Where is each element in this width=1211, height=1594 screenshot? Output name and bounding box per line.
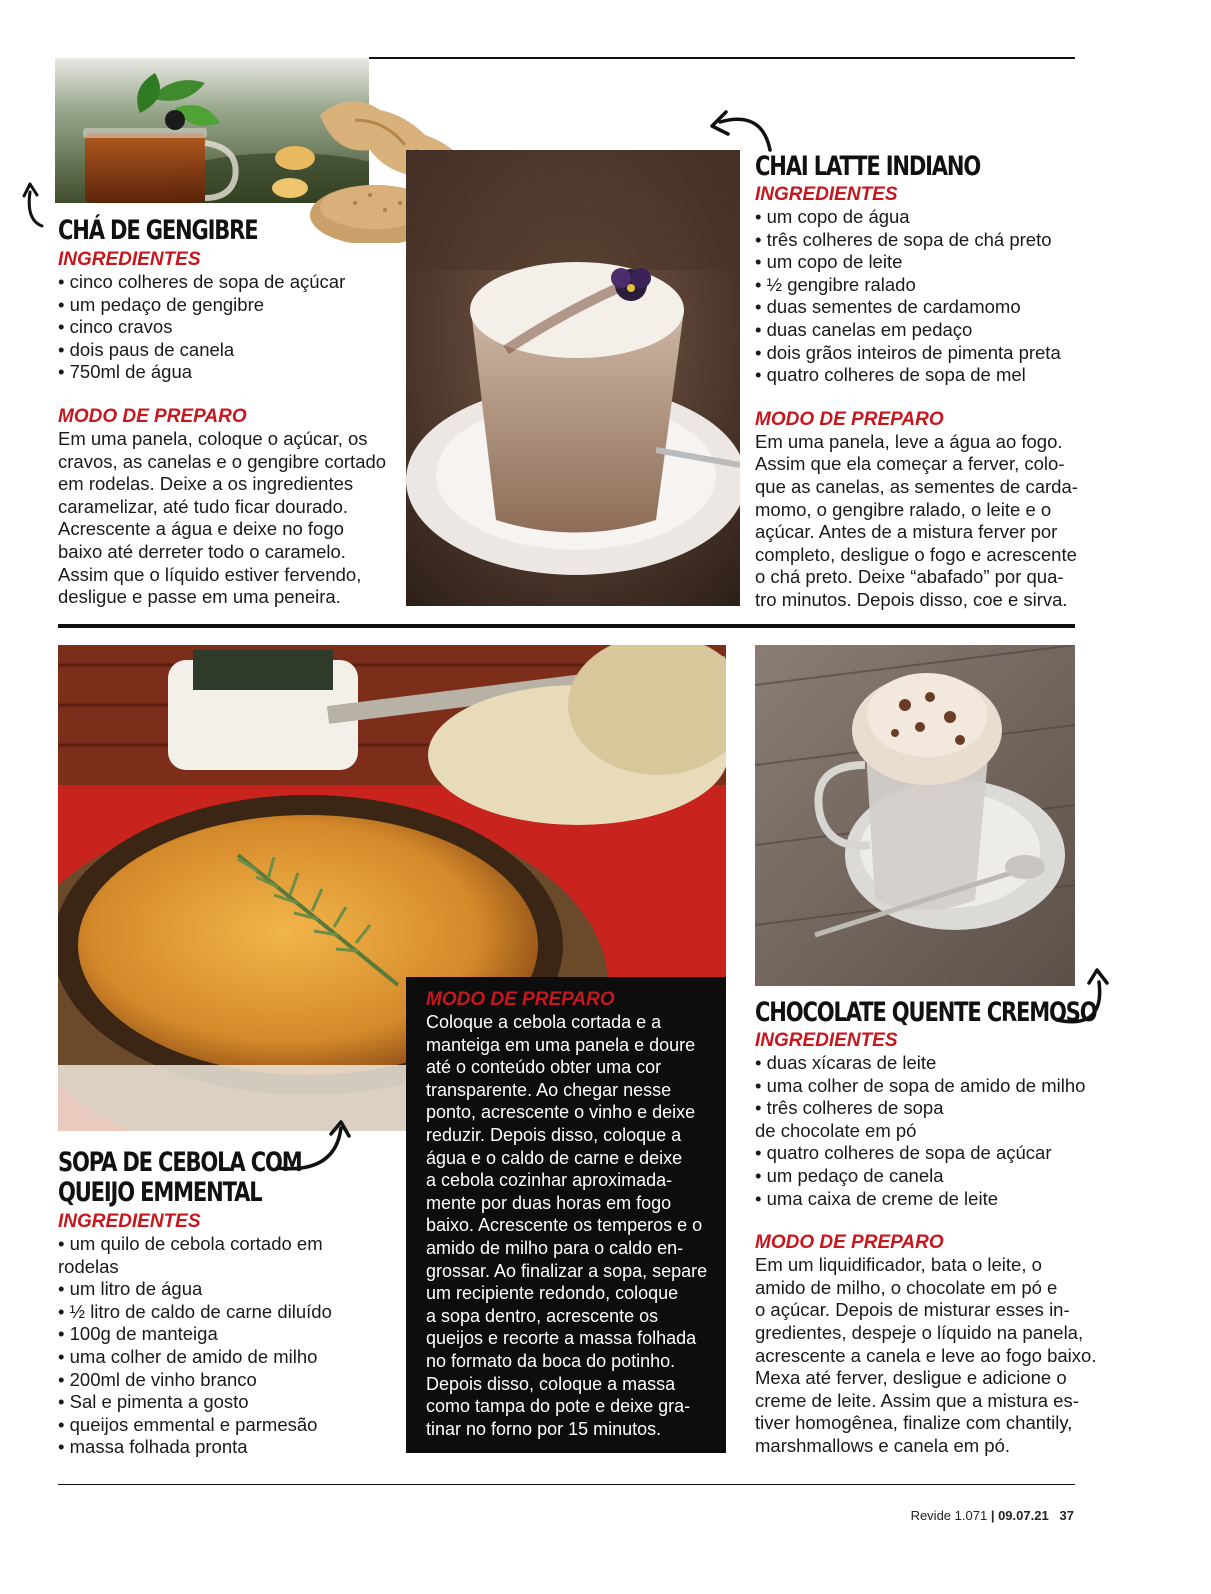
chai-latte-arrow-icon: [706, 108, 776, 152]
ingredient-item: • um copo de leite: [755, 251, 1085, 274]
ingredients-list: [755, 1052, 1100, 1210]
issue-date: 09.07.21: [998, 1508, 1049, 1523]
recipe-title: CHÁ DE GENGIBRE: [58, 215, 258, 246]
ingredient-item: • Sal e pimenta a gosto: [58, 1391, 403, 1414]
top-rule: [369, 57, 1075, 59]
method-text: Em um liquidificador, bata o leite, o amido de milho, o chocolate em pó e o açúcar. Depois de misturar esses in- gredientes, despeje o líquido na panela, acrescente a canela e leve ao fogo baixo. Mexa até ferver, desligue e adicione o creme de leite. Assim que a mistura es- tiver homogênea, finalize com chantily, marshmallows e canela em pó.: [755, 1254, 1097, 1456]
ingredient-item: • três colheres de sopa de chá preto: [755, 229, 1085, 252]
recipe-title: CHAI LATTE INDIANO: [755, 151, 981, 182]
ingredients-label: INGREDIENTES: [58, 1211, 201, 1232]
ingredient-item-continued: de chocolate em pó: [755, 1119, 917, 1141]
page-number: 37: [1059, 1508, 1074, 1523]
recipe-chai-latte-indiano: [755, 152, 1085, 612]
ingredient-item: • 200ml de vinho branco: [58, 1369, 403, 1392]
ingredient-item: • dois grãos inteiros de pimenta preta: [755, 342, 1085, 365]
ingredient-item: • três colheres de sopa: [755, 1097, 1100, 1120]
onion-soup-method-box: [406, 977, 726, 1453]
recipe-title-line-2: QUEIJO EMMENTAL: [58, 1177, 262, 1208]
ingredient-item: • queijos emmental e parmesão: [58, 1414, 403, 1437]
bottom-rule: [58, 1484, 1075, 1485]
ingredient-item: • cinco cravos: [58, 316, 403, 339]
ingredients-label: INGREDIENTES: [755, 184, 898, 205]
magazine-issue: Revide 1.071: [910, 1508, 988, 1523]
ingredient-item: • quatro colheres de sopa de açúcar: [755, 1142, 1100, 1165]
ingredients-label: INGREDIENTES: [58, 249, 201, 270]
ingredient-item: • um pedaço de canela: [755, 1165, 1100, 1188]
ingredient-item: • duas canelas em pedaço: [755, 319, 1085, 342]
ingredient-item: • duas sementes de cardamomo: [755, 296, 1085, 319]
ingredient-item: • 100g de manteiga: [58, 1323, 403, 1346]
recipe-sopa-de-cebola: [58, 1148, 403, 1459]
ingredient-item: • um quilo de cebola cortado em: [58, 1233, 403, 1256]
ingredients-label: INGREDIENTES: [755, 1030, 898, 1051]
ingredient-item: • uma colher de amido de milho: [58, 1346, 403, 1369]
ingredient-item: • quatro colheres de sopa de mel: [755, 364, 1085, 387]
recipe-title-line-1: SOPA DE CEBOLA COM: [58, 1147, 302, 1178]
method-label: MODO DE PREPARO: [755, 408, 944, 430]
method-text: Em uma panela, coloque o açúcar, os cravos, as canelas e o gengibre cortado em rodelas. Deixe a os ingredientes caramelizar, até tudo ficar dourado. Acrescente a água e deixe no fogo baixo até derreter todo o caramelo. Assim que o líquido estiver fervendo, desligue e passe em uma peneira.: [58, 427, 387, 608]
chai-latte-photo: [406, 150, 740, 606]
ingredient-item: • uma colher de sopa de amido de milho: [755, 1075, 1100, 1098]
ginger-tea-arrow-icon: [22, 180, 52, 232]
method-label: MODO DE PREPARO: [755, 1232, 944, 1254]
method-label: MODO DE PREPARO: [426, 989, 615, 1010]
ingredient-item: • duas xícaras de leite: [755, 1052, 1100, 1075]
method-text: Em uma panela, leve a água ao fogo. Assim que ela começar a ferver, colo- que as canelas, as sementes de carda- momo, o gengibre ralado, o leite e o açúcar. Antes de a mistura ferver por completo, desligue o fogo e acrescente o chá preto. Deixe “abafado” por qua- tro minutos. Depois disso, coe e sirva.: [755, 430, 1078, 610]
recipe-cha-de-gengibre: [58, 216, 403, 609]
ingredient-item: • um pedaço de gengibre: [58, 294, 403, 317]
method-text: Coloque a cebola cortada e a manteiga em uma panela e doure até o conteúdo obter uma cor transparente. Ao chegar nesse ponto, acrescente o vinho e deixe reduzir. Depois disso, coloque a água e o caldo de carne e deixe a cebola cozinhar aproximada- mente por duas horas em fogo baixo. Acrescente os temperos e o amido de milho para o caldo en- grossar. Ao finalizar a sopa, separe um recipiente redondo, coloque a sopa dentro, acrescente os queijos e recorte a massa folhada no formato da boca do potinho. Depois disso, coloque a massa como tampa do pote e deixe gra- tinar no forno por 15 minutos.: [426, 1012, 708, 1439]
ingredient-item-continued: rodelas: [58, 1255, 119, 1277]
ingredient-item: • ½ litro de caldo de carne diluído: [58, 1301, 403, 1324]
ingredient-item: • uma caixa de creme de leite: [755, 1188, 1100, 1211]
ingredient-item: • 750ml de água: [58, 361, 403, 384]
middle-rule: [58, 624, 1075, 628]
ingredient-item: • ½ gengibre ralado: [755, 274, 1085, 297]
ingredients-list: [58, 1233, 403, 1459]
recipe-chocolate-quente: [755, 998, 1100, 1458]
ingredient-item: • massa folhada pronta: [58, 1436, 403, 1459]
ingredients-list: [755, 206, 1085, 387]
page-footer: [911, 1508, 1074, 1523]
hot-chocolate-photo: [755, 645, 1075, 986]
ingredient-item: • um copo de água: [755, 206, 1085, 229]
ingredient-item: • cinco colheres de sopa de açúcar: [58, 271, 403, 294]
method-label: MODO DE PREPARO: [58, 405, 247, 427]
ingredient-item: • dois paus de canela: [58, 339, 403, 362]
recipe-title: CHOCOLATE QUENTE CREMOSO: [755, 997, 1097, 1028]
footer-separator: |: [990, 1508, 995, 1523]
ingredients-list: [58, 271, 403, 384]
ingredient-item: • um litro de água: [58, 1278, 403, 1301]
